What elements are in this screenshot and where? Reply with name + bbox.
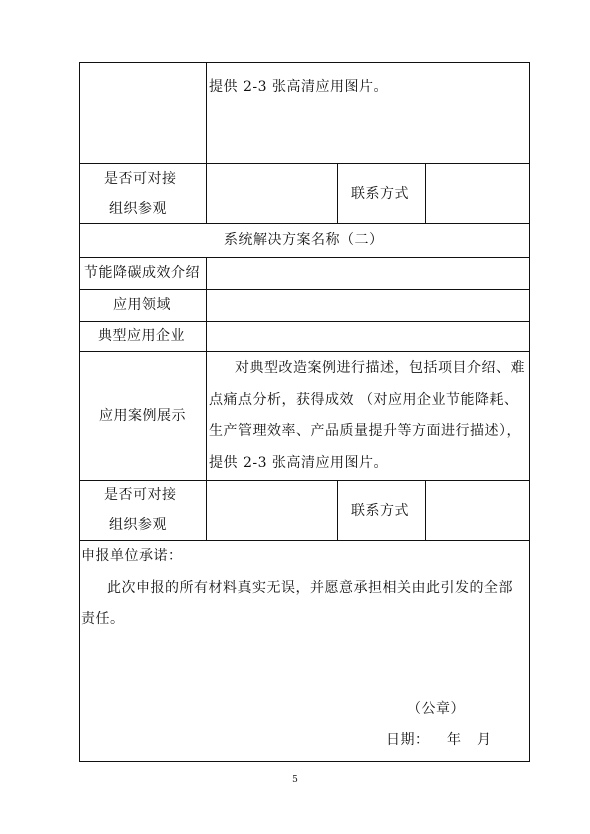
table-row-divider bbox=[79, 480, 530, 481]
page-number: 5 bbox=[292, 775, 298, 785]
visit-label-line1: 是否可对接 bbox=[104, 487, 177, 503]
solution-title: 系统解决方案名称（二） bbox=[224, 232, 384, 248]
case-label: 应用案例展示 bbox=[99, 408, 186, 424]
effect-label: 节能降碳成效介绍 bbox=[84, 265, 200, 281]
commitment-heading: 申报单位承诺： bbox=[81, 548, 183, 564]
year-label: 年 bbox=[447, 732, 462, 748]
month-label: 月 bbox=[477, 732, 492, 748]
table-border-right bbox=[529, 62, 530, 762]
table-row-divider bbox=[79, 351, 530, 352]
table-border-left bbox=[79, 62, 80, 762]
contact-label: 联系方式 bbox=[351, 186, 409, 202]
case-text-line4: 提供 2-3 张高清应用图片。 bbox=[209, 455, 388, 471]
table-column-divider bbox=[425, 480, 426, 541]
application-case-text: 提供 2-3 张高清应用图片。 bbox=[209, 79, 388, 95]
table-column-divider bbox=[337, 163, 338, 224]
table-row-divider bbox=[79, 540, 530, 541]
contact-label: 联系方式 bbox=[351, 503, 409, 519]
table-border-bottom bbox=[79, 761, 530, 762]
field-label: 应用领域 bbox=[113, 297, 171, 313]
table-row-divider bbox=[79, 321, 530, 322]
date-label: 日期： bbox=[386, 732, 430, 748]
application-form-table bbox=[79, 62, 530, 762]
table-column-divider bbox=[206, 62, 207, 224]
case-text-line1: 对典型改造案例进行描述，包括项目介绍、难 bbox=[235, 360, 525, 376]
table-row-divider bbox=[79, 257, 530, 258]
table-column-divider bbox=[337, 480, 338, 541]
commitment-body-line2: 责任。 bbox=[81, 611, 125, 627]
case-text-line2: 点痛点分析，获得成效 （对应用企业节能降耗、 bbox=[209, 392, 519, 408]
table-row-divider bbox=[79, 163, 530, 164]
visit-label-line1: 是否可对接 bbox=[104, 171, 177, 187]
commitment-body-line1: 此次申报的所有材料真实无误，并愿意承担相关由此引发的全部 bbox=[107, 580, 513, 596]
table-border-top bbox=[79, 62, 530, 63]
enterprise-label: 典型应用企业 bbox=[98, 328, 185, 344]
visit-label-line2: 组织参观 bbox=[109, 517, 167, 533]
table-row-divider bbox=[79, 223, 530, 224]
seal-label: （公章） bbox=[407, 701, 465, 717]
visit-label-line2: 组织参观 bbox=[109, 201, 167, 217]
table-column-divider bbox=[425, 163, 426, 224]
table-row-divider bbox=[79, 289, 530, 290]
table-column-divider bbox=[206, 257, 207, 541]
case-text-line3: 生产管理效率、产品质量提升等方面进行描述）， bbox=[209, 423, 521, 439]
